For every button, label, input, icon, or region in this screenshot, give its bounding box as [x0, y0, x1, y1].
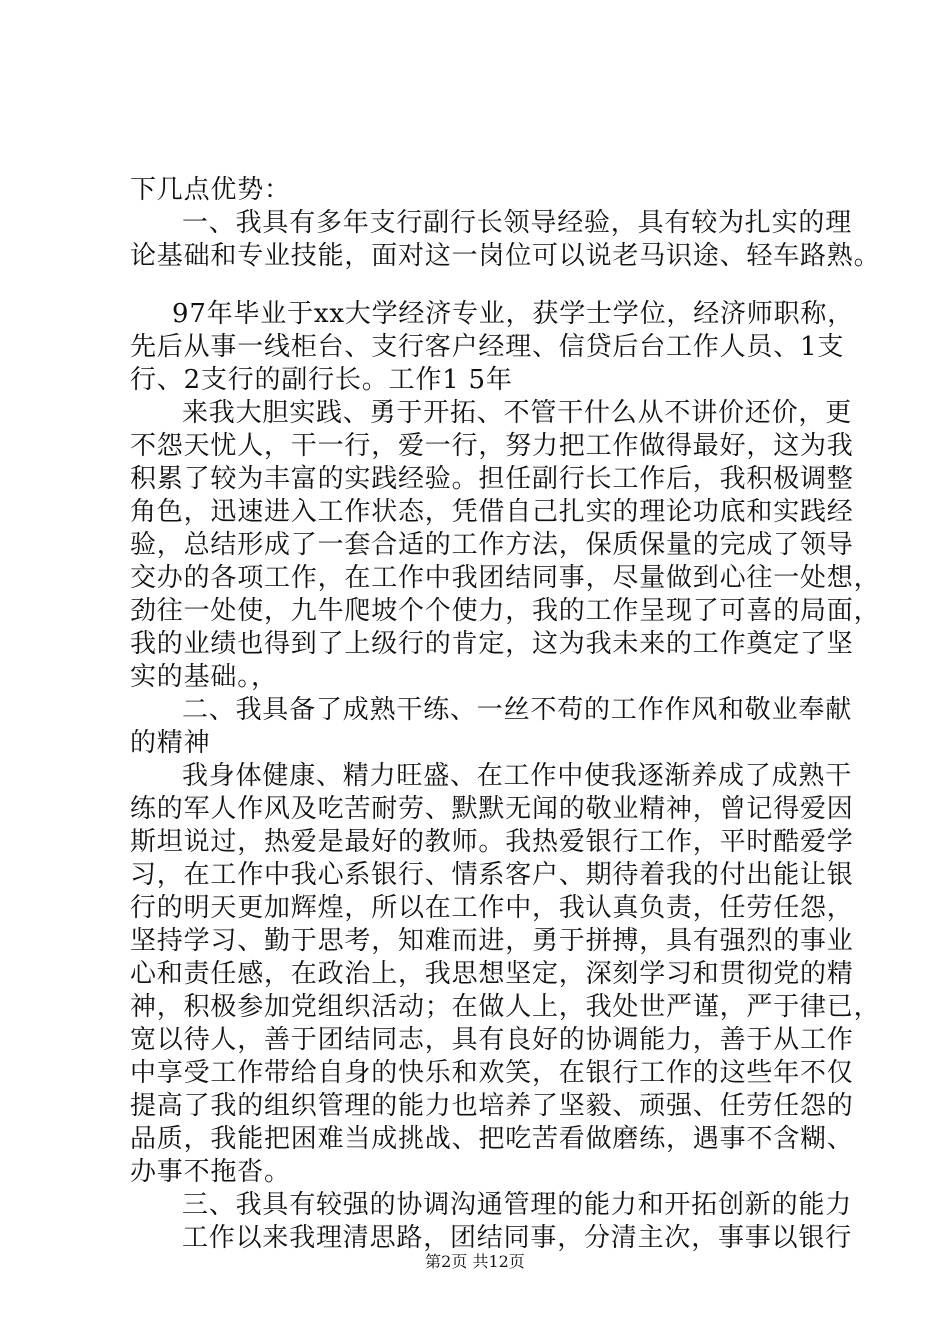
text-line: 的精神	[130, 728, 211, 758]
text-line: 提高了我的组织管理的能力也培养了坚毅、顽强、任劳任怨的	[130, 1091, 854, 1121]
text-line: 中享受工作带给自身的快乐和欢笑，在银行工作的这些年不仅	[130, 1058, 854, 1088]
text-line: 验，总结形成了一套合适的工作方法，保质保量的完成了领导	[130, 530, 854, 560]
text-line: 斯坦说过，热爱是最好的教师。我热爱银行工作，平时酷爱学	[130, 827, 854, 857]
text-line: 来我大胆实践、勇于开拓、不管干什么从不讲价还价，更	[182, 398, 853, 428]
text-line: 宽以待人，善于团结同志，具有良好的协调能力，善于从工作	[130, 1025, 854, 1055]
text-line: 习，在工作中我心系银行、情系客户、期待着我的付出能让银	[130, 860, 854, 890]
text-line: 我身体健康、精力旺盛、在工作中使我逐渐养成了成熟干	[182, 761, 853, 791]
text-line: 交办的各项工作，在工作中我团结同事，尽量做到心往一处想，	[130, 563, 881, 593]
text-line: 三、我具有较强的协调沟通管理的能力和开拓创新的能力	[182, 1190, 853, 1220]
text-line: 品质，我能把困难当成挑战、把吃苦看做磨练，遇事不含糊、	[130, 1124, 854, 1154]
text-line: 我的业绩也得到了上级行的肯定，这为我未来的工作奠定了坚	[130, 629, 854, 659]
text-line: 一、我具有多年支行副行长领导经验，具有较为扎实的理	[182, 208, 853, 238]
text-line: 下几点优势：	[130, 175, 291, 205]
text-line: 办事不拖沓。	[130, 1157, 291, 1187]
text-line: 论基础和专业技能，面对这一岗位可以说老马识途、轻车路熟。	[130, 241, 881, 271]
text-line: 劲往一处使，九牛爬坡个个使力，我的工作呈现了可喜的局面，	[130, 596, 881, 626]
text-line: 二、我具备了成熟干练、一丝不苟的工作作风和敬业奉献	[182, 695, 853, 725]
text-line: 工作以来我理清思路，团结同事，分清主次，事事以银行	[182, 1223, 853, 1253]
text-line: 练的军人作风及吃苦耐劳、默默无闻的敬业精神，曾记得爱因	[130, 794, 854, 824]
text-line: 积累了较为丰富的实践经验。担任副行长工作后，我积极调整	[130, 464, 854, 494]
text-line: 角色，迅速进入工作状态，凭借自己扎实的理论功底和实践经	[130, 497, 854, 527]
text-line: 行、2支行的副行长。工作1 5年	[130, 365, 513, 395]
text-line: 先后从事一线柜台、支行客户经理、信贷后台工作人员、1支	[130, 332, 845, 362]
text-line: 心和责任感，在政治上，我思想坚定，深刻学习和贯彻党的精	[130, 959, 854, 989]
page-number-footer: 第2页 共12页	[425, 1252, 525, 1271]
text-line: 不怨天忧人，干一行，爱一行，努力把工作做得最好，这为我	[130, 431, 854, 461]
text-line: 97年毕业于xx大学经济专业，获学士学位，经济师职称，	[172, 299, 855, 329]
text-line: 神，积极参加党组织活动；在做人上，我处世严谨，严于律已，	[130, 992, 881, 1022]
text-line: 实的基础。，	[130, 662, 278, 692]
text-line: 行的明天更加辉煌，所以在工作中，我认真负责，任劳任怨，	[130, 893, 854, 923]
text-line: 坚持学习、勤于思考，知难而进，勇于拼搏，具有强烈的事业	[130, 926, 854, 956]
